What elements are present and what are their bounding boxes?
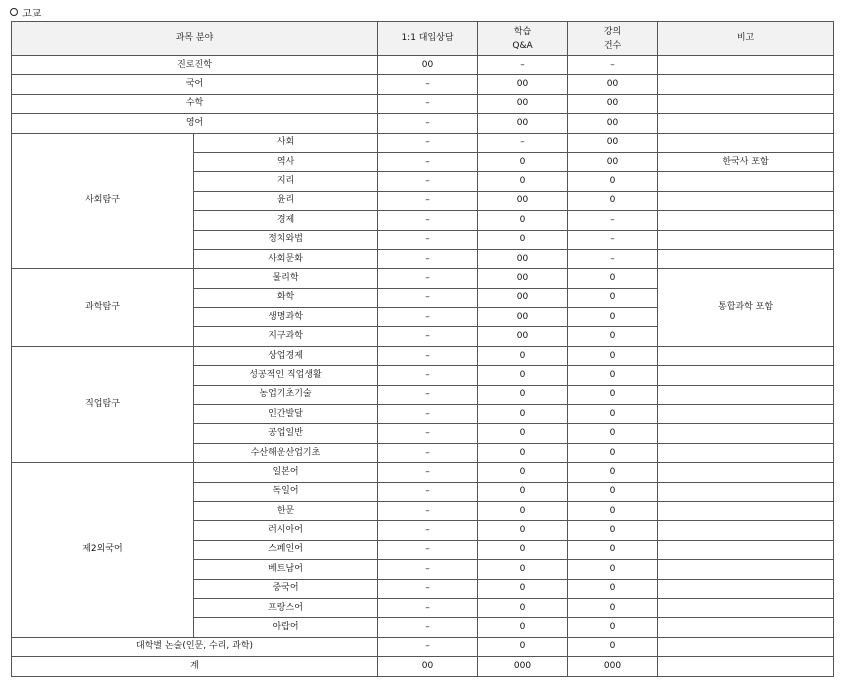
table-row xyxy=(12,75,834,94)
table-row xyxy=(12,657,834,676)
header-field: 과목 분야 xyxy=(12,22,378,56)
note-cell xyxy=(658,133,834,152)
qa-cell: 00 xyxy=(478,288,568,307)
lecture-cell: 0 xyxy=(568,443,658,462)
qa-cell: 0 xyxy=(478,598,568,617)
qa-cell: 0 xyxy=(478,463,568,482)
lecture-cell: 0 xyxy=(568,598,658,617)
qa-cell: 0 xyxy=(478,579,568,598)
qa-cell: 0 xyxy=(478,521,568,540)
subject-label: 사회문화 xyxy=(194,249,378,268)
note-cell xyxy=(658,405,834,424)
note-cell xyxy=(658,385,834,404)
subject-label: 수산해운산업기초 xyxy=(194,443,378,462)
table-row xyxy=(12,133,834,152)
qa-cell: 0 xyxy=(478,501,568,520)
subject-label: 경제 xyxy=(194,211,378,230)
note-cell xyxy=(658,579,834,598)
lecture-cell: 0 xyxy=(568,560,658,579)
note-cell xyxy=(658,230,834,249)
qa-cell: 0 xyxy=(478,211,568,230)
subject-label: 베트남어 xyxy=(194,560,378,579)
qa-cell: 00 xyxy=(478,191,568,210)
subject-label: 상업경제 xyxy=(194,346,378,365)
consult-cell: – xyxy=(378,346,478,365)
subject-label: 대학별 논술(인문, 수리, 과학) xyxy=(12,637,378,656)
subject-label: 인간발달 xyxy=(194,405,378,424)
lecture-cell: 0 xyxy=(568,424,658,443)
consult-cell: – xyxy=(378,560,478,579)
lecture-cell: 0 xyxy=(568,579,658,598)
subject-label: 공업일반 xyxy=(194,424,378,443)
consult-cell: – xyxy=(378,385,478,404)
section-heading xyxy=(10,5,41,19)
consult-cell: – xyxy=(378,501,478,520)
subject-label: 물리학 xyxy=(194,269,378,288)
qa-cell: 00 xyxy=(478,249,568,268)
subject-label: 한문 xyxy=(194,501,378,520)
consult-cell: – xyxy=(378,618,478,637)
note-cell xyxy=(658,114,834,133)
table-row xyxy=(12,269,834,288)
subject-label: 러시아어 xyxy=(194,521,378,540)
lecture-cell: 0 xyxy=(568,521,658,540)
header-qa-line1: 학습 xyxy=(513,26,532,37)
header-note: 비고 xyxy=(658,22,834,56)
consult-cell: – xyxy=(378,152,478,171)
lecture-cell: 0 xyxy=(568,288,658,307)
subject-label: 생명과학 xyxy=(194,308,378,327)
consult-cell: – xyxy=(378,114,478,133)
section-title: 고교 xyxy=(22,8,42,20)
table-row xyxy=(12,346,834,365)
subject-label: 역사 xyxy=(194,152,378,171)
consult-cell: – xyxy=(378,172,478,191)
qa-cell: 0 xyxy=(478,230,568,249)
lecture-cell: 00 xyxy=(568,94,658,113)
table-body xyxy=(12,56,834,677)
subject-label: 농업기초기술 xyxy=(194,385,378,404)
consult-cell: – xyxy=(378,366,478,385)
subject-label: 지구과학 xyxy=(194,327,378,346)
subject-label: 일본어 xyxy=(194,463,378,482)
qa-cell: 00 xyxy=(478,114,568,133)
lecture-cell: 0 xyxy=(568,540,658,559)
qa-cell: 0 xyxy=(478,172,568,191)
lecture-cell: 000 xyxy=(568,657,658,676)
consult-cell: – xyxy=(378,94,478,113)
note-cell xyxy=(658,75,834,94)
note-cell xyxy=(658,463,834,482)
lecture-cell: 00 xyxy=(568,114,658,133)
consult-cell: – xyxy=(378,443,478,462)
header-lecture-line2: 건수 xyxy=(603,40,622,51)
qa-cell: 00 xyxy=(478,269,568,288)
consult-cell: – xyxy=(378,133,478,152)
consult-cell: – xyxy=(378,327,478,346)
lecture-cell: 0 xyxy=(568,346,658,365)
qa-cell: 0 xyxy=(478,618,568,637)
table-row xyxy=(12,637,834,656)
consult-cell: – xyxy=(378,424,478,443)
lecture-cell: 00 xyxy=(568,133,658,152)
consult-cell: – xyxy=(378,269,478,288)
qa-cell: 0 xyxy=(478,366,568,385)
group-label: 과학탐구 xyxy=(12,269,194,347)
qa-cell: 0 xyxy=(478,346,568,365)
subject-label: 지리 xyxy=(194,172,378,191)
note-cell xyxy=(658,172,834,191)
consult-cell: – xyxy=(378,191,478,210)
lecture-cell: 0 xyxy=(568,308,658,327)
lecture-cell: 0 xyxy=(568,463,658,482)
consult-cell: – xyxy=(378,579,478,598)
note-cell xyxy=(658,443,834,462)
header-qa-line2: Q&A xyxy=(512,40,533,51)
lecture-cell: 0 xyxy=(568,618,658,637)
lecture-cell: 0 xyxy=(568,269,658,288)
note-cell xyxy=(658,618,834,637)
consult-cell: 00 xyxy=(378,56,478,75)
consult-cell: – xyxy=(378,521,478,540)
consult-cell: – xyxy=(378,249,478,268)
qa-cell: – xyxy=(478,56,568,75)
note-cell xyxy=(658,56,834,75)
subject-label: 프랑스어 xyxy=(194,598,378,617)
header-qa xyxy=(478,22,568,56)
consult-cell: – xyxy=(378,598,478,617)
note-cell xyxy=(658,346,834,365)
subject-label: 스페인어 xyxy=(194,540,378,559)
qa-cell: 0 xyxy=(478,405,568,424)
subject-label: 사회 xyxy=(194,133,378,152)
qa-cell: 000 xyxy=(478,657,568,676)
subject-label: 국어 xyxy=(12,75,378,94)
lecture-cell: 0 xyxy=(568,366,658,385)
consult-cell: 00 xyxy=(378,657,478,676)
subject-label: 계 xyxy=(12,657,378,676)
qa-cell: 0 xyxy=(478,152,568,171)
subject-label: 진로진학 xyxy=(12,56,378,75)
lecture-cell: 0 xyxy=(568,501,658,520)
qa-cell: 0 xyxy=(478,385,568,404)
lecture-cell: 0 xyxy=(568,482,658,501)
table-row xyxy=(12,94,834,113)
note-cell xyxy=(658,211,834,230)
note-cell xyxy=(658,560,834,579)
lecture-cell: 0 xyxy=(568,385,658,404)
consult-cell: – xyxy=(378,405,478,424)
subject-label: 영어 xyxy=(12,114,378,133)
lecture-cell: 00 xyxy=(568,75,658,94)
lecture-cell: 0 xyxy=(568,637,658,656)
qa-cell: 0 xyxy=(478,443,568,462)
lecture-cell: – xyxy=(568,56,658,75)
circle-bullet-icon xyxy=(10,8,18,16)
subject-label: 정치와법 xyxy=(194,230,378,249)
qa-cell: 0 xyxy=(478,560,568,579)
lecture-cell: 0 xyxy=(568,405,658,424)
subject-label: 중국어 xyxy=(194,579,378,598)
qa-cell: 0 xyxy=(478,540,568,559)
qa-cell: 00 xyxy=(478,327,568,346)
qa-cell: 00 xyxy=(478,75,568,94)
note-cell xyxy=(658,94,834,113)
lecture-cell: 0 xyxy=(568,172,658,191)
consult-cell: – xyxy=(378,637,478,656)
note-cell xyxy=(658,366,834,385)
note-cell xyxy=(658,521,834,540)
qa-cell: 0 xyxy=(478,482,568,501)
header-consult: 1:1 대입상담 xyxy=(378,22,478,56)
subject-label: 윤리 xyxy=(194,191,378,210)
lecture-cell: – xyxy=(568,211,658,230)
note-cell xyxy=(658,657,834,676)
header-lecture xyxy=(568,22,658,56)
group-label: 직업탐구 xyxy=(12,346,194,462)
table-row xyxy=(12,463,834,482)
header-lecture-line1: 강의 xyxy=(603,26,622,37)
note-cell xyxy=(658,249,834,268)
qa-cell: 0 xyxy=(478,637,568,656)
lecture-cell: 0 xyxy=(568,327,658,346)
consult-cell: – xyxy=(378,308,478,327)
lecture-cell: 00 xyxy=(568,152,658,171)
consult-cell: – xyxy=(378,482,478,501)
note-cell: 통합과학 포함 xyxy=(658,269,834,347)
qa-cell: – xyxy=(478,133,568,152)
qa-cell: 00 xyxy=(478,94,568,113)
group-label: 사회탐구 xyxy=(12,133,194,269)
note-cell xyxy=(658,598,834,617)
note-cell xyxy=(658,424,834,443)
consult-cell: – xyxy=(378,211,478,230)
subject-label: 수학 xyxy=(12,94,378,113)
table-header-row xyxy=(12,22,834,56)
consult-cell: – xyxy=(378,230,478,249)
note-cell xyxy=(658,637,834,656)
table-row xyxy=(12,56,834,75)
course-stats-table xyxy=(11,21,834,677)
subject-label: 독일어 xyxy=(194,482,378,501)
consult-cell: – xyxy=(378,540,478,559)
group-label: 제2외국어 xyxy=(12,463,194,638)
consult-cell: – xyxy=(378,75,478,94)
subject-label: 성공적인 직업생활 xyxy=(194,366,378,385)
consult-cell: – xyxy=(378,288,478,307)
lecture-cell: – xyxy=(568,230,658,249)
qa-cell: 0 xyxy=(478,424,568,443)
note-cell: 한국사 포함 xyxy=(658,152,834,171)
subject-label: 아랍어 xyxy=(194,618,378,637)
note-cell xyxy=(658,191,834,210)
qa-cell: 00 xyxy=(478,308,568,327)
lecture-cell: 0 xyxy=(568,191,658,210)
table-row xyxy=(12,114,834,133)
subject-label: 화학 xyxy=(194,288,378,307)
lecture-cell: – xyxy=(568,249,658,268)
note-cell xyxy=(658,540,834,559)
note-cell xyxy=(658,482,834,501)
consult-cell: – xyxy=(378,463,478,482)
note-cell xyxy=(658,501,834,520)
